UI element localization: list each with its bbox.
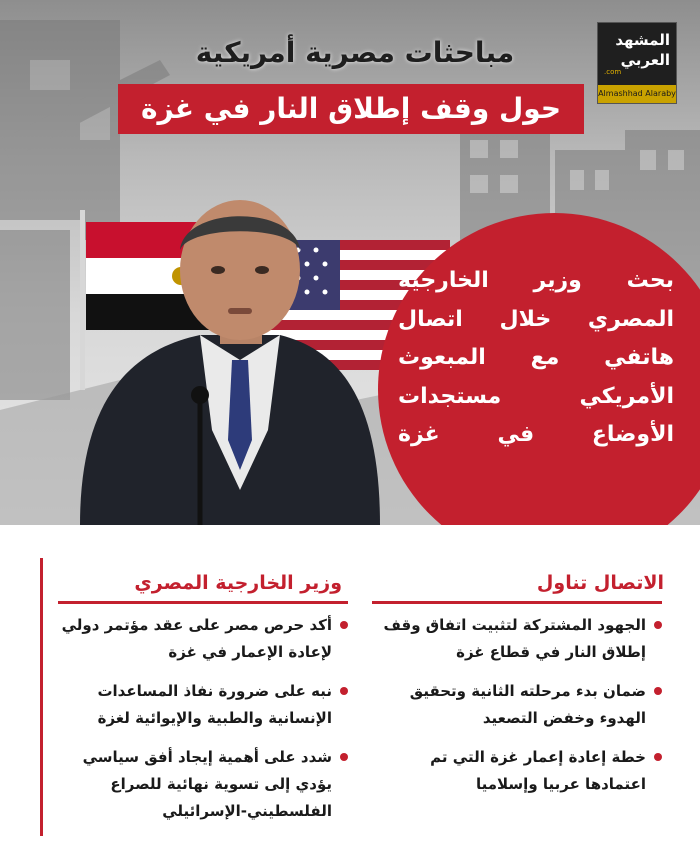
headline-primary: مباحثات مصرية أمريكية	[195, 36, 515, 69]
logo-domain: .com	[604, 68, 622, 76]
left-accent-line	[40, 558, 43, 836]
bullet-dot-icon	[654, 621, 662, 629]
left-column-title: وزير الخارجية المصري	[134, 572, 342, 594]
list-item: شدد على أهمية إيجاد أفق سياسي يؤدي إلى تسوية نهائية للصراع الفلسطيني-الإسرائيلي	[58, 744, 348, 825]
bullet-dot-icon	[340, 687, 348, 695]
site-logo[interactable]	[597, 22, 677, 104]
foreign-minister-photo	[50, 190, 390, 525]
bullet-dot-icon	[340, 753, 348, 761]
bullet-dot-icon	[654, 687, 662, 695]
bullet-dot-icon	[654, 753, 662, 761]
bullet-dot-icon	[340, 621, 348, 629]
headline-secondary: حول وقف إطلاق النار في غزة	[118, 84, 584, 134]
right-column-rule	[372, 601, 662, 604]
list-item: أكد حرص مصر على عقد مؤتمر دولي لإعادة الإعمار في غزة	[58, 612, 348, 666]
right-column-list	[372, 612, 662, 810]
left-column-list	[58, 612, 348, 837]
list-item: الجهود المشتركة لتثبيت اتفاق وقف إطلاق النار في قطاع غزة	[372, 612, 662, 666]
logo-name-line1: المشهد	[615, 31, 670, 49]
logo-latin-name: Almashhad Alaraby	[598, 85, 676, 103]
right-column-title: الاتصال تناول	[536, 572, 664, 594]
list-item: نبه على ضرورة نفاذ المساعدات الإنسانية والطبية والإيوائية لغزة	[58, 678, 348, 732]
logo-name-line2: العربي	[620, 51, 670, 69]
list-item: ضمان بدء مرحلته الثانية وتحقيق الهدوء وخفض التصعيد	[372, 678, 662, 732]
list-item: خطة إعادة إعمار غزة التي تم اعتمادها عربيا وإسلاميا	[372, 744, 662, 798]
summary-text: بحث وزير الخارجية المصري خلال اتصال هاتفي مع المبعوث الأمريكي مستجدات الأوضاع في غزة	[398, 268, 674, 447]
left-column-rule	[58, 601, 348, 604]
